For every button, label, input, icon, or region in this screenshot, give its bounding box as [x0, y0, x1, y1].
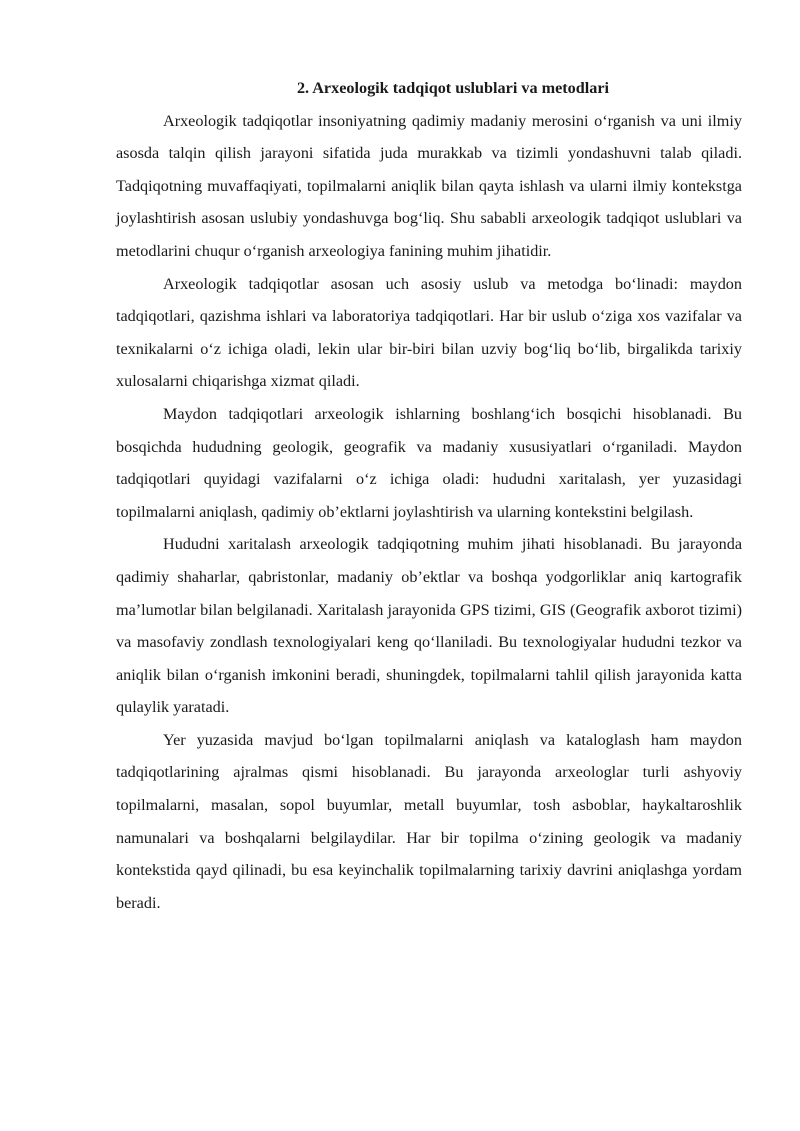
paragraph: Arxeologik tadqiqotlar insoniyatning qadimiy madaniy merosini o‘rganish va uni ilmiy asosda talqin qilish jarayoni sifatida juda murakkab va tizimli yondashuvni talab qiladi. Tadqiqotning muvaffaqiyati, topilmalarni aniqlik bilan qayta ishlash va ularni ilmiy kontekstga joylashtirish asosan uslubiy yondashuvga bog‘liq. Shu sababli arxeologik tadqiqot uslublari va metodlarini chuqur o‘rganish arxeologiya fanining muhim jihatidir. — [116, 111, 742, 260]
section-title: 2. Arxeologik tadqiqot uslublari va metodlari — [296, 79, 610, 97]
paragraph: Yer yuzasida mavjud bo‘lgan topilmalarni aniqlash va kataloglash ham maydon tadqiqotlarining ajralmas qismi hisoblanadi. Bu jarayonda arxeologlar turli ashyoviy topilmalarni, masalan, sopol buyumlar, metall buyumlar, tosh asboblar, haykaltaroshlik namunalari va boshqalarni belgilaydilar. Har bir topilma o‘zining geologik va madaniy kontekstida qayd qilinadi, bu esa keyinchalik topilmalarning tarixiy davrini aniqlashga yordam beradi. — [116, 730, 742, 912]
paragraph: Hududni xaritalash arxeologik tadqiqotning muhim jihati hisoblanadi. Bu jarayonda qadimiy shaharlar, qabristonlar, madaniy ob’ektlar va boshqa yodgorliklar aniq kartografik ma’lumotlar bilan belgilanadi. Xaritalash jarayonida GPS tizimi, GIS (Geografik axborot tizimi) va masofaviy zondlash texnologiyalari keng qo‘llaniladi. Bu texnologiyalar hududni tezkor va aniqlik bilan o‘rganish imkonini beradi, shuningdek, topilmalarni tahlil qilish jarayonida katta qulaylik yaratadi. — [116, 535, 742, 717]
page-content — [116, 72, 742, 919]
paragraph: Arxeologik tadqiqotlar asosan uch asosiy uslub va metodga bo‘linadi: maydon tadqiqotlari, qazishma ishlari va laboratoriya tadqiqotlari. Har bir uslub o‘ziga xos vazifalar va texnikalarni o‘z ichiga oladi, lekin ular bir-biri bilan uzviy bog‘liq bo‘lib, birgalikda tarixiy xulosalarni chiqarishga xizmat qiladi. — [116, 274, 742, 391]
paragraph: Maydon tadqiqotlari arxeologik ishlarning boshlang‘ich bosqichi hisoblanadi. Bu bosqichda hududning geologik, geografik va madaniy xususiyatlari o‘rganiladi. Maydon tadqiqotlari quyidagi vazifalarni o‘z ichiga oladi: hududni xaritalash, yer yuzasidagi topilmalarni aniqlash, qadimiy ob’ektlarni joylashtirish va ularning kontekstini belgilash. — [116, 404, 742, 521]
